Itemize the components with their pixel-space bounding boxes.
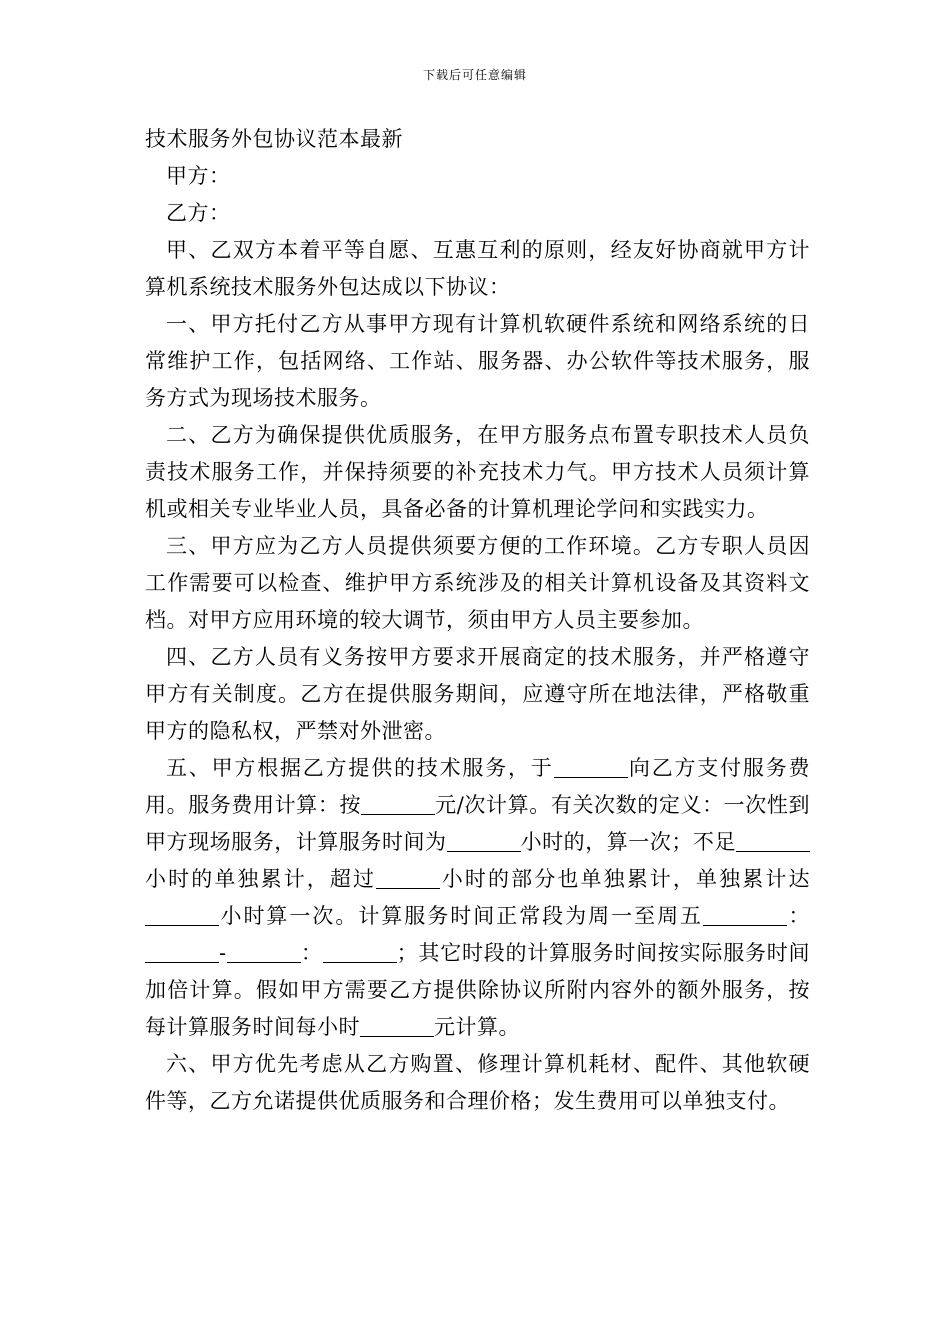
clause-6: 六、甲方优先考虑从乙方购置、修理计算机耗材、配件、其他软硬件等，乙方允诺提供优质服务和合理价格；发生费用可以单独支付。: [145, 1052, 810, 1113]
clause-5-text: ：: [300, 941, 323, 965]
clause-5-text: 小时算一次。计算服务时间正常段为周一至周五: [219, 904, 704, 928]
clause-5-text: 元计算。: [434, 1015, 520, 1039]
start-hour-blank-a: [703, 904, 735, 926]
clause-5-text: 五、甲方根据乙方提供的技术服务，于: [166, 756, 554, 780]
clause-4: 四、乙方人员有义务按甲方要求开展商定的技术服务，并严格遵守甲方有关制度。乙方在提供服务期间，应遵守所在地法律，严格敬重甲方的隐私权，严禁对外泄密。: [145, 645, 810, 743]
start-hour-blank-b: [735, 904, 787, 926]
document-title: 技术服务外包协议范本最新: [145, 127, 403, 151]
clause-2: 二、乙方为确保提供优质服务，在甲方服务点布置专职技术人员负责技术服务工作，并保持须要的补充技术力气。甲方技术人员须计算机或相关专业毕业人员，具备必备的计算机理论学问和实践实力。: [145, 423, 810, 521]
clause-5-text: 小时的，算一次；不足: [520, 830, 737, 854]
clause-5: [145, 750, 810, 1046]
clause-3: 三、甲方应为乙方人员提供须要方便的工作环境。乙方专职人员因工作需要可以检查、维护甲方系统涉及的相关计算机设备及其资料文档。对甲方应用环境的较大调节，须由甲方人员主要参加。: [145, 534, 810, 632]
header-note: 下载后可任意编辑: [422, 68, 527, 82]
clause-5-text: 小时的单独累计，超过: [145, 867, 377, 891]
intro-paragraph: 甲、乙双方本着平等自愿、互惠互利的原则，经友好协商就甲方计算机系统技术服务外包达成以下协议：: [145, 238, 810, 299]
party-a-line: 甲方：: [166, 164, 231, 188]
clause-5-text: ；其它时段的计算服务时间按实际服务时间加倍计算。假如甲方需要乙方提供除协议所附内容外的额外服务，按每计算服务时间每小时: [145, 941, 811, 1039]
clause-5-text: 向乙方支付服务费用。服务费用计算：按: [145, 756, 811, 817]
over-hours-blank: [376, 867, 440, 889]
end-minute-blank: [323, 941, 397, 963]
clause-5-text: 小时的部分也单独累计，单独累计达: [440, 867, 811, 891]
start-minute-blank: [145, 941, 219, 963]
under-hours-blank: [736, 830, 810, 852]
end-hour-blank: [227, 941, 301, 963]
visit-hours-blank: [447, 830, 521, 852]
rate-per-visit-blank: [361, 793, 435, 815]
clause-5-text: ：: [787, 904, 811, 928]
document-body: [145, 121, 810, 1120]
party-b-line: 乙方：: [166, 201, 231, 225]
clause-5-text: 元/次计算。有关次数的定义：一次性到甲方现场服务，计算服务时间为: [145, 793, 810, 854]
clause-5-text: -: [219, 941, 227, 965]
clause-1: 一、甲方托付乙方从事甲方现有计算机软硬件系统和网络系统的日常维护工作，包括网络、工作站、服务器、办公软件等技术服务，服务方式为现场技术服务。: [145, 312, 810, 410]
accumulate-hours-blank: [145, 904, 219, 926]
hourly-rate-blank: [360, 1015, 434, 1037]
payment-date-blank: [554, 756, 628, 778]
